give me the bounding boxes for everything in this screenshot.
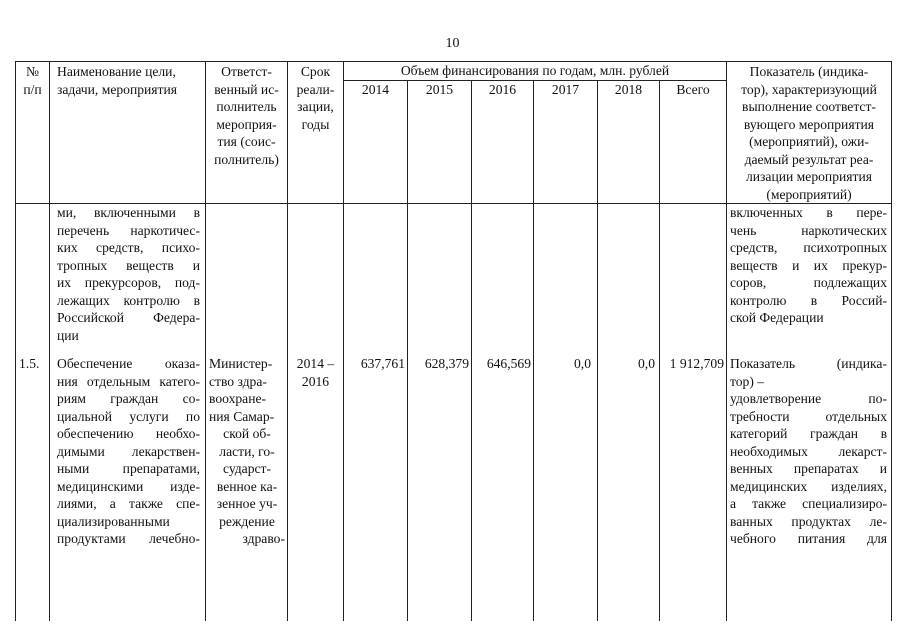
row-1-5-responsible: Министер- ство здра- воохране- ния Самар- ской об- ласти, го- сударст- венное ка- зенное уч- реждение здраво-	[209, 356, 285, 546]
continued-indicator: включенных в пере- чень наркотических средств, психотропных веществ и их прекур- соров, подлежащих контролю в Россий- ской Федерации	[730, 205, 887, 325]
column-divider	[533, 80, 534, 621]
row-1-5-value-2015: 628,379	[424, 356, 469, 371]
financing-table	[15, 61, 892, 621]
header-responsible: Ответст- венный ис- полнитель мероприя- тия (соис- полнитель)	[214, 64, 279, 167]
header-year-2016: 2016	[488, 82, 517, 97]
header-year-2014: 2014	[361, 82, 390, 97]
header-total: Всего	[676, 82, 710, 97]
header-num: № п/п	[23, 64, 42, 97]
header-term: Срок реали- зации, годы	[296, 64, 335, 132]
header-year-2017: 2017	[551, 82, 580, 97]
column-divider	[49, 61, 50, 621]
header-year-2018: 2018	[614, 82, 643, 97]
row-1-5-value-2014: 637,761	[360, 356, 405, 371]
table-border-right	[891, 61, 892, 621]
row-1-5-value-2017: 0,0	[574, 356, 591, 371]
column-divider	[287, 61, 288, 621]
table-border-left	[15, 61, 16, 621]
row-1-5-term: 2014 – 2016	[296, 356, 335, 389]
row-1-5-value-total: 1 912,709	[669, 356, 724, 371]
header-year-2015: 2015	[425, 82, 454, 97]
row-1-5-name: Обеспечение оказа- ния отдельным катего- риям граждан со- циальной услуги по обеспечению необхо- димыми лекарствен- ными препаратами, медицинскими изде- лиями, а также спе- циализированными продуктами лечебно-	[57, 356, 200, 546]
continued-name: ми, включенными в перечень наркотичес- ких средств, психо- тропных веществ и их прекурсоров, под- лежащих контролю в Российской Федера- ции	[57, 205, 200, 343]
column-divider	[343, 61, 344, 621]
row-1-5-num: 1.5.	[19, 356, 40, 371]
header-funding-title: Объем финансирования по годам, млн. рублей	[400, 63, 670, 78]
row-1-5-value-2016: 646,569	[486, 356, 531, 371]
header-indicator: Показатель (индика- тор), характеризующий выполнение соответст- вующего мероприятия (мероприятий), ожи- даемый результат реа- лизации мероприятия (мероприятий)	[741, 64, 877, 202]
column-divider	[597, 80, 598, 621]
column-divider	[659, 80, 660, 621]
row-1-5-indicator: Показатель (индика- тор) – удовлетворение по- требности отдельных категорий граждан в необходимых лекарст- венных препаратах и медицинских изделиях, а также специализиро- ванных продуктах ле- чебного питания для	[730, 356, 887, 546]
page-number: 10	[445, 36, 460, 51]
row-1-5-value-2018: 0,0	[638, 356, 655, 371]
header-name: Наименование цели, задачи, мероприятия	[57, 64, 178, 97]
column-divider	[471, 80, 472, 621]
column-divider	[407, 80, 408, 621]
